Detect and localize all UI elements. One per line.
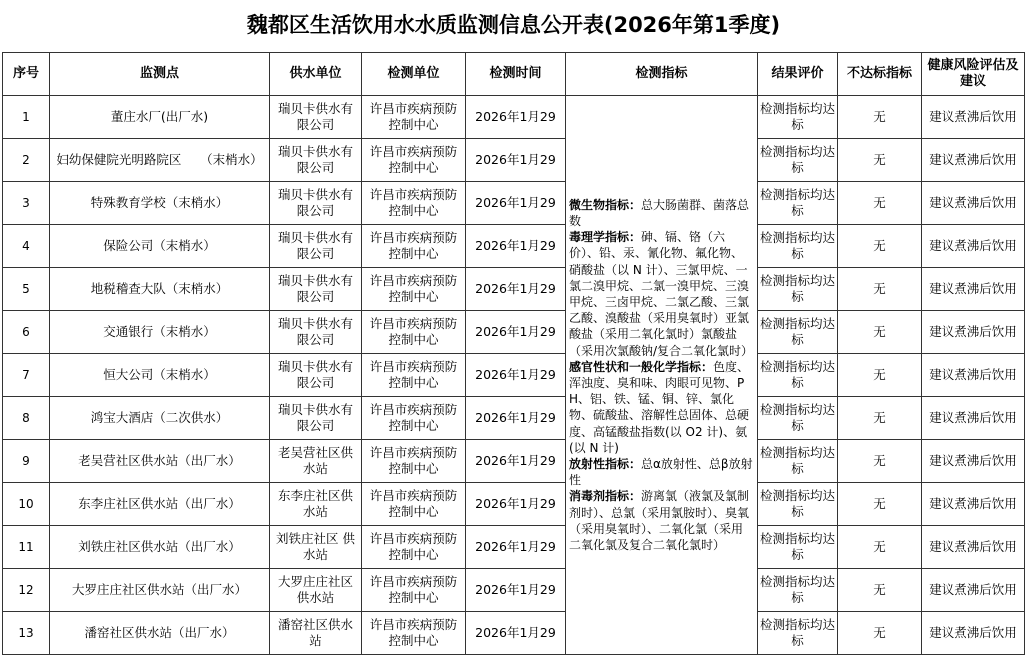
row-advice: 建议煮沸后饮用 (922, 182, 1025, 225)
row-no: 9 (3, 440, 50, 483)
row-result: 检测指标均达标 (758, 612, 838, 655)
row-lab: 许昌市疾病预防控制中心 (362, 311, 466, 354)
row-no: 6 (3, 311, 50, 354)
row-lab: 许昌市疾病预防控制中心 (362, 397, 466, 440)
row-advice: 建议煮沸后饮用 (922, 268, 1025, 311)
row-advice: 建议煮沸后饮用 (922, 612, 1025, 655)
row-supplier: 瑞贝卡供水有限公司 (270, 96, 362, 139)
header-row (3, 53, 1025, 96)
page-title: 魏都区生活饮用水水质监测信息公开表(2026年第1季度) (246, 13, 781, 37)
row-no: 2 (3, 139, 50, 182)
micro-label: 微生物指标： (569, 197, 642, 212)
table-row (3, 397, 1025, 440)
row-date: 2026年1月29 (466, 483, 566, 526)
row-no: 3 (3, 182, 50, 225)
micro-text: 总大肠菌群、菌落总数 (569, 197, 750, 228)
row-result: 检测指标均达标 (758, 268, 838, 311)
header-indicators: 检测指标 (566, 53, 758, 96)
row-lab: 许昌市疾病预防控制中心 (362, 268, 466, 311)
table-row (3, 612, 1025, 655)
row-advice: 建议煮沸后饮用 (922, 311, 1025, 354)
row-date: 2026年1月29 (466, 569, 566, 612)
row-advice: 建议煮沸后饮用 (922, 225, 1025, 268)
row-point: 东李庄社区供水站（出厂水） (50, 483, 270, 526)
radio-text: 总α放射性、总β放射性 (569, 457, 753, 488)
row-result: 检测指标均达标 (758, 483, 838, 526)
row-advice: 建议煮沸后饮用 (922, 569, 1025, 612)
row-no: 12 (3, 569, 50, 612)
row-fail: 无 (838, 311, 922, 354)
row-advice: 建议煮沸后饮用 (922, 139, 1025, 182)
row-supplier: 瑞贝卡供水有限公司 (270, 139, 362, 182)
row-date: 2026年1月29 (466, 397, 566, 440)
table-row (3, 311, 1025, 354)
sens-text: 色度、浑浊度、臭和味、肉眼可见物、PH、铝、铁、锰、铜、锌、氯化物、硫酸盐、溶解性总固体、总硬度、高锰酸盐指数(以 O2 计)、氨(以 N 计) (569, 359, 750, 455)
row-date: 2026年1月29 (466, 526, 566, 569)
row-result: 检测指标均达标 (758, 569, 838, 612)
row-fail: 无 (838, 268, 922, 311)
row-supplier: 瑞贝卡供水有限公司 (270, 311, 362, 354)
row-lab: 许昌市疾病预防控制中心 (362, 612, 466, 655)
tox-text: 砷、镉、铬（六价）、铅、汞、氰化物、氟化物、硝酸盐（以 N 计）、三氯甲烷、一氯二溴甲烷、二氯一溴甲烷、三溴甲烷、三卤甲烷、二氯乙酸、三氯乙酸、溴酸盐（采用臭氧时）亚氯酸盐（采用二氧化氯时）氯酸盐（采用次氯酸钠/复合二氧化氯时） (569, 230, 754, 358)
row-result: 检测指标均达标 (758, 311, 838, 354)
row-supplier: 瑞贝卡供水有限公司 (270, 225, 362, 268)
table-row (3, 268, 1025, 311)
row-date: 2026年1月29 (466, 440, 566, 483)
header-point: 监测点 (50, 53, 270, 96)
row-supplier: 潘窑社区供水站 (270, 612, 362, 655)
row-result: 检测指标均达标 (758, 96, 838, 139)
header-result: 结果评价 (758, 53, 838, 96)
row-no: 13 (3, 612, 50, 655)
tox-label: 毒理学指标： (569, 230, 642, 245)
row-no: 5 (3, 268, 50, 311)
row-point: 鸿宝大酒店（二次供水） (50, 397, 270, 440)
row-date: 2026年1月29 (466, 96, 566, 139)
row-lab: 许昌市疾病预防控制中心 (362, 225, 466, 268)
row-no: 1 (3, 96, 50, 139)
header-no: 序号 (3, 53, 50, 96)
disinf-text: 游离氯（液氯及氯制剂时）、总氯（采用氯胺时）、臭氧（采用臭氧时）、二氧化氯（采用二氧化氯及复合二氧化氯时） (569, 489, 750, 553)
table-row (3, 526, 1025, 569)
row-point: 董庄水厂(出厂水) (50, 96, 270, 139)
row-supplier: 瑞贝卡供水有限公司 (270, 354, 362, 397)
row-result: 检测指标均达标 (758, 139, 838, 182)
header-supplier: 供水单位 (270, 53, 362, 96)
row-advice: 建议煮沸后饮用 (922, 526, 1025, 569)
row-point: 恒大公司（末梢水） (50, 354, 270, 397)
row-date: 2026年1月29 (466, 139, 566, 182)
table-row (3, 225, 1025, 268)
table-row (3, 96, 1025, 139)
row-point: 妇幼保健院光明路院区 （末梢水） (50, 139, 270, 182)
table-row (3, 440, 1025, 483)
table-row (3, 483, 1025, 526)
row-supplier: 瑞贝卡供水有限公司 (270, 182, 362, 225)
header-fail: 不达标指标 (838, 53, 922, 96)
row-supplier: 刘铁庄社区 供水站 (270, 526, 362, 569)
row-lab: 许昌市疾病预防控制中心 (362, 139, 466, 182)
header-advice: 健康风险评估及建议 (922, 53, 1025, 96)
water-quality-table (2, 52, 1025, 655)
table-row (3, 354, 1025, 397)
row-fail: 无 (838, 225, 922, 268)
row-no: 4 (3, 225, 50, 268)
row-no: 7 (3, 354, 50, 397)
row-advice: 建议煮沸后饮用 (922, 483, 1025, 526)
row-advice: 建议煮沸后饮用 (922, 354, 1025, 397)
row-lab: 许昌市疾病预防控制中心 (362, 483, 466, 526)
row-result: 检测指标均达标 (758, 397, 838, 440)
row-result: 检测指标均达标 (758, 225, 838, 268)
disinf-label: 消毒剂指标： (569, 489, 642, 504)
row-no: 11 (3, 526, 50, 569)
row-result: 检测指标均达标 (758, 440, 838, 483)
row-date: 2026年1月29 (466, 182, 566, 225)
table-row (3, 569, 1025, 612)
row-advice: 建议煮沸后饮用 (922, 397, 1025, 440)
row-lab: 许昌市疾病预防控制中心 (362, 354, 466, 397)
row-result: 检测指标均达标 (758, 526, 838, 569)
row-date: 2026年1月29 (466, 311, 566, 354)
row-fail: 无 (838, 96, 922, 139)
sens-label: 感官性状和一般化学指标： (569, 359, 714, 374)
row-point: 地税稽查大队（末梢水） (50, 268, 270, 311)
indicators-cell (566, 96, 758, 655)
row-fail: 无 (838, 139, 922, 182)
row-result: 检测指标均达标 (758, 354, 838, 397)
row-advice: 建议煮沸后饮用 (922, 440, 1025, 483)
row-fail: 无 (838, 483, 922, 526)
header-lab: 检测单位 (362, 53, 466, 96)
row-supplier: 瑞贝卡供水有限公司 (270, 397, 362, 440)
row-point: 特殊教育学校（末梢水） (50, 182, 270, 225)
row-point: 刘铁庄社区供水站（出厂水） (50, 526, 270, 569)
row-result: 检测指标均达标 (758, 182, 838, 225)
row-fail: 无 (838, 569, 922, 612)
row-lab: 许昌市疾病预防控制中心 (362, 182, 466, 225)
row-supplier: 东李庄社区供水站 (270, 483, 362, 526)
table-row (3, 182, 1025, 225)
row-point: 大罗庄庄社区供水站（出厂水） (50, 569, 270, 612)
row-fail: 无 (838, 440, 922, 483)
row-date: 2026年1月29 (466, 354, 566, 397)
row-point: 保险公司（末梢水） (50, 225, 270, 268)
row-no: 8 (3, 397, 50, 440)
row-fail: 无 (838, 182, 922, 225)
row-lab: 许昌市疾病预防控制中心 (362, 569, 466, 612)
row-lab: 许昌市疾病预防控制中心 (362, 440, 466, 483)
row-advice: 建议煮沸后饮用 (922, 96, 1025, 139)
row-lab: 许昌市疾病预防控制中心 (362, 96, 466, 139)
row-fail: 无 (838, 526, 922, 569)
row-point: 交通银行（末梢水） (50, 311, 270, 354)
row-supplier: 瑞贝卡供水有限公司 (270, 268, 362, 311)
row-supplier: 老吴营社区供水站 (270, 440, 362, 483)
row-lab: 许昌市疾病预防控制中心 (362, 526, 466, 569)
row-point: 老吴营社区供水站（出厂水） (50, 440, 270, 483)
row-date: 2026年1月29 (466, 268, 566, 311)
row-fail: 无 (838, 354, 922, 397)
row-point: 潘窑社区供水站（出厂水） (50, 612, 270, 655)
row-supplier: 大罗庄庄社区供水站 (270, 569, 362, 612)
row-date: 2026年1月29 (466, 225, 566, 268)
header-date: 检测时间 (466, 53, 566, 96)
row-date: 2026年1月29 (466, 612, 566, 655)
radio-label: 放射性指标： (569, 457, 642, 472)
table-row (3, 139, 1025, 182)
row-no: 10 (3, 483, 50, 526)
row-fail: 无 (838, 397, 922, 440)
row-fail: 无 (838, 612, 922, 655)
